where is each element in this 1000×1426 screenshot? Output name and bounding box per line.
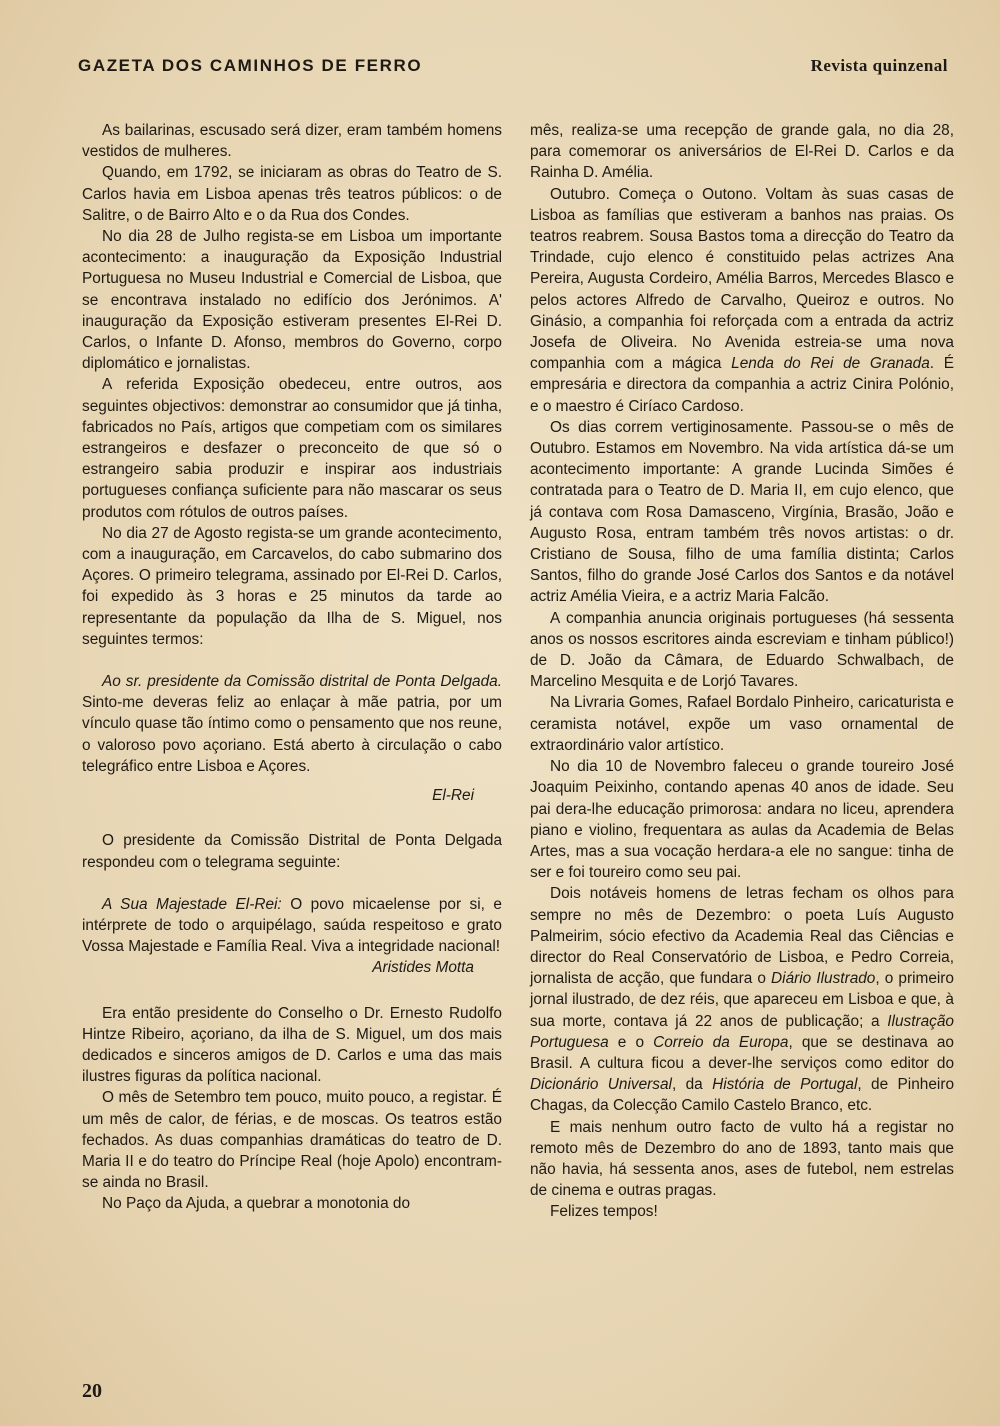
right-column: [530, 120, 954, 1223]
work-title: Dicionário Universal: [530, 1076, 672, 1094]
left-column: [82, 120, 502, 1215]
publication-title: GAZETA DOS CAMINHOS DE FERRO: [78, 56, 423, 75]
work-title: Lenda do Rei de Granada: [731, 355, 930, 373]
paragraph: A referida Exposição obedeceu, entre outros, aos seguintes objectivos: demonstrar ao consumidor que já tinha, fabricados no País, artigos que competiam com os similares estrangeiros e desfazer o preconceito de que só o estrangeiro sabia produzir e inspirar aos industriais portugueses confiança suficiente para não mascarar os seus produtos com rótulos de outros países.: [82, 376, 502, 521]
paragraph: O mês de Setembro tem pouco, muito pouco, a registar. É um mês de calor, de férias, e de moscas. Os teatros estão fechados. As duas companhias dramáticas do teatro de D. Maria II e do teatro do Príncipe Real (hoje Apolo) encontram-se ainda no Brasil.: [82, 1089, 502, 1192]
paragraph: [530, 184, 954, 417]
telegram-quote: [82, 671, 502, 777]
text-run: Dois notáveis homens de letras fecham os olhos para sempre no mês de Dezembro: o poeta Luís Augusto Palmeirim, sócio efectivo da Academia Real das Ciências e director do Real Conservatório de Lisboa, e Pedro Correia, jornalista de acção, que fundara o: [530, 885, 954, 988]
paragraph: Era então presidente do Conselho o Dr. Ernesto Rudolfo Hintze Ribeiro, açoriano, da ilha de S. Miguel, um dos mais dedicados e sinceros amigos de D. Carlos e uma das mais ilustres figuras da política nacional.: [82, 1004, 502, 1086]
paragraph: Felizes tempos!: [550, 1203, 658, 1221]
publication-frequency: Revista quinzenal: [810, 56, 948, 75]
telegram-signature: Aristides Motta: [372, 959, 474, 977]
text-run: , o primeiro jornal ilustrado, de dez réis, que apareceu em Lisboa e que, à sua morte, contava já 22 anos de publicação; a: [530, 970, 954, 1030]
text-run: , da: [671, 1076, 713, 1094]
telegram-text: O povo micaelense por si, e intérprete de todo o arquipélago, saúda respeitoso e grato Vossa Majestade e Família Real. Viva a integridade nacional!: [82, 895, 502, 956]
text-run: Outubro. Começa o Outono. Voltam às suas casas de Lisboa as famílias que estiveram a banhos nas praias. Os teatros reabrem. Sousa Bastos toma a direcção do Teatro da Trindade, cujo elenco é constituido pelas actrizes Ana Pereira, Augusta Cordeiro, Amélia Barros, Mercedes Blasco e pelos actores Alfredo de Carvalho, Queiroz e outros. No Ginásio, a companhia foi reforçada com a entrada da actriz Josefa de Oliveira. No Avenida estreia-se uma nova companhia com a mágica: [530, 185, 954, 373]
paragraph: [530, 883, 954, 1116]
paragraph: mês, realiza-se uma recepção de grande gala, no dia 28, para comemorar os aniversários de El-Rei D. Carlos e da Rainha D. Amélia.: [530, 122, 954, 182]
paragraph: No Paço da Ajuda, a quebrar a monotonia do: [102, 1195, 411, 1213]
telegram-quote: [82, 894, 502, 958]
work-title: Diário Ilustrado: [771, 970, 876, 988]
work-title: História de Portugal: [712, 1076, 858, 1094]
telegram-signature: El-Rei: [432, 787, 474, 805]
telegram-text: Sinto-me deveras feliz ao enlaçar à mãe patria, por um vínculo quase tão íntimo como o pensamento que nos reune, o valoroso povo açoriano. Está aberto à circulação o cabo telegráfico entre Lisboa e Açores.: [82, 694, 502, 775]
paragraph: A companhia anuncia originais portugueses (há sessenta anos os nossos escritores ainda escreviam e tinham público!) de D. João da Câmara, de Eduardo Schwalbach, de Marcelino Mesquita e de Lorjó Tavares.: [530, 609, 954, 691]
paragraph: No dia 28 de Julho regista-se em Lisboa um importante acontecimento: a inauguração da Exposição Industrial Portuguesa no Museu Industrial e Comercial de Lisboa, que se encontrava instalado no edifício dos Jerónimos. A' inauguração da Exposição estiveram presentes El-Rei D. Carlos, o Infante D. Afonso, membros do Governo, corpo diplomático e jornalistas.: [82, 228, 502, 373]
work-title: Ilustração Portuguesa: [530, 1012, 954, 1051]
telegram-addressee: Ao sr. presidente da Comissão distrital de Ponta Delgada.: [102, 673, 502, 691]
paragraph: E mais nenhum outro facto de vulto há a registar no remoto mês de Dezembro do ano de 1893, tanto mais que não havia, há sessenta anos, ases de futebol, nem estrelas de cinema e outras pragas.: [530, 1118, 954, 1200]
paragraph: Na Livraria Gomes, Rafael Bordalo Pinheiro, caricaturista e ceramista notável, expõe um vaso ornamental de extraordinário valor artístico.: [530, 694, 954, 754]
page-header: [78, 56, 948, 86]
paragraph: Os dias correm vertiginosamente. Passou-se o mês de Outubro. Estamos em Novembro. Na vida artística dá-se um acontecimento importante: A grande Lucinda Simões é contratada para o Teatro de D. Maria II, em cujo elenco, que já contava com Rosa Damasceno, Virgínia, Brasão, João e Augusto Rosa, entram também três novos artistas: o dr. Cristiano de Sousa, filho de uma família distinta; Carlos Santos, filho do grande José Carlos dos Santos e da notável actriz Amélia Vieira, e a actriz Maria Falcão.: [530, 418, 954, 606]
text-run: . É empresária e directora da companhia a actriz Cinira Polónio, e o maestro é Ciríaco Cardoso.: [530, 355, 954, 415]
work-title: Correio da Europa: [653, 1033, 789, 1051]
paragraph: Quando, em 1792, se iniciaram as obras do Teatro de S. Carlos havia em Lisboa apenas três teatros públicos: o de Salitre, o de Bairro Alto e o da Rua dos Condes.: [82, 164, 502, 224]
telegram-addressee: A Sua Majestade El-Rei:: [102, 895, 282, 913]
text-run: e o: [608, 1033, 654, 1051]
text-run: , de Pinheiro Chagas, da Colecção Camilo Castelo Branco, etc.: [530, 1076, 955, 1115]
page-number: 20: [82, 1380, 102, 1402]
paragraph: No dia 10 de Novembro faleceu o grande toureiro José Joaquim Peixinho, contando apenas 40 anos de idade. Seu pai dera-lhe educação primorosa: andara no liceu, aprendera piano e violino, frequentara as aulas da Academia de Belas Artes, mas a sua vocação herdara-a ele no sangue: tinha de ser e foi toureiro como seu pai.: [530, 758, 954, 882]
paragraph: O presidente da Comissão Distrital de Ponta Delgada respondeu com o telegrama seguinte:: [82, 832, 502, 871]
paragraph: No dia 27 de Agosto regista-se um grande acontecimento, com a inauguração, em Carcavelos, do cabo submarino dos Açores. O primeiro telegrama, assinado por El-Rei D. Carlos, foi expedido às 3 horas e 25 minutos da tarde ao representante da população da Ilha de S. Miguel, nos seguintes termos:: [82, 524, 502, 648]
text-run: , que se destinava ao Brasil. A cultura ficou a dever-lhe serviços como editor do: [530, 1033, 954, 1072]
paragraph: As bailarinas, escusado será dizer, eram também homens vestidos de mulheres.: [82, 122, 502, 161]
